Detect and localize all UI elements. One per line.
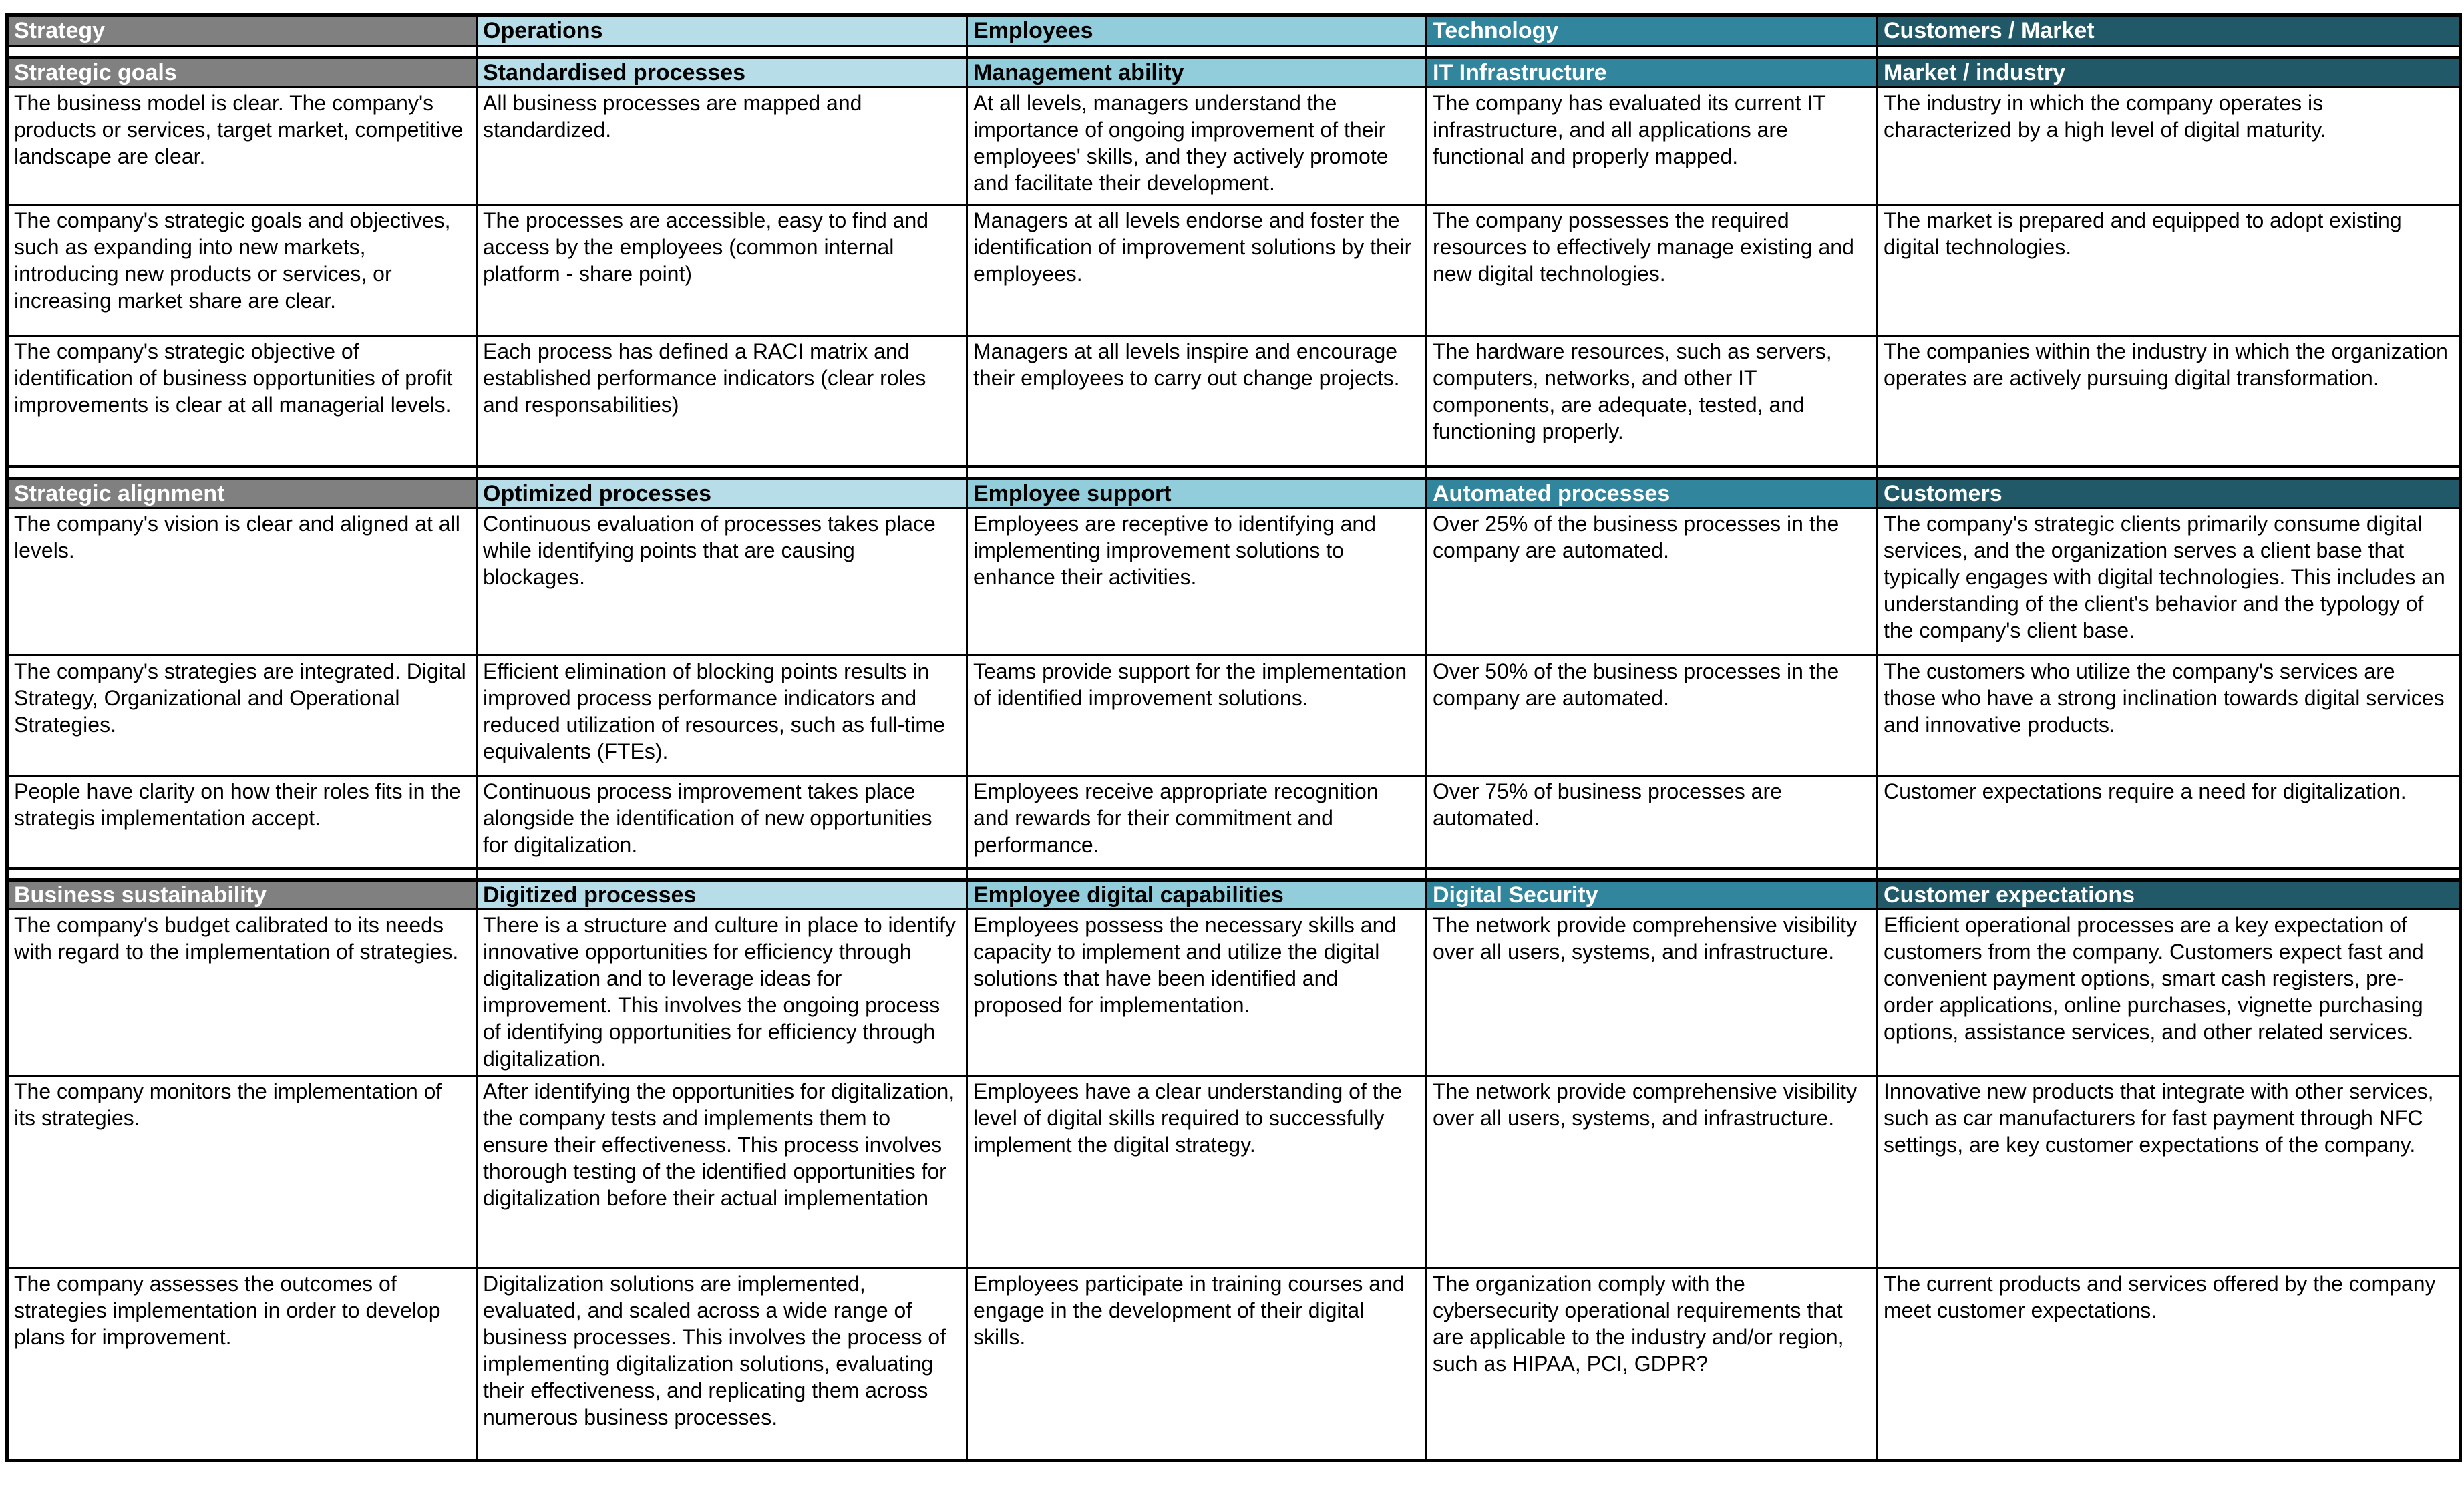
table-row (7, 87, 2461, 204)
matrix-cell: The business model is clear. The company's products or services, target market, competitive landscape are clear. (7, 87, 477, 204)
matrix-cell: The companies within the industry in which the organization operates are actively pursuing digital transformation. (1878, 335, 2461, 467)
matrix-cell: The processes are accessible, easy to find and access by the employees (common internal platform - share point) (477, 204, 967, 335)
matrix-cell: Digitalization solutions are implemented, evaluated, and scaled across a wide range of business processes. This involves the process of implementing digitalization solutions, evaluating their effectiveness, and replicating them across numerous business processes. (477, 1268, 967, 1460)
matrix-cell: Employees participate in training courses and engage in the development of their digital skills. (967, 1268, 1427, 1460)
subheader-employee-support: Employee support (967, 479, 1427, 508)
subheader-digital-security: Digital Security (1427, 880, 1878, 909)
matrix-cell: Each process has defined a RACI matrix and established performance indicators (clear roles and responsabilities) (477, 335, 967, 467)
matrix-cell: The hardware resources, such as servers, computers, networks, and other IT components, are adequate, tested, and functioning properly. (1427, 335, 1878, 467)
matrix-cell: Continuous evaluation of processes takes place while identifying points that are causing blockages. (477, 508, 967, 656)
table-row (7, 776, 2461, 868)
table-row (7, 1268, 2461, 1460)
matrix-cell: The company has evaluated its current IT infrastructure, and all applications are functional and properly mapped. (1427, 87, 1878, 204)
matrix-cell: Continuous process improvement takes place alongside the identification of new opportunities for digitalization. (477, 776, 967, 868)
subheader-strategic-goals: Strategic goals (7, 57, 477, 87)
matrix-cell: The company assesses the outcomes of strategies implementation in order to develop plans for improvement. (7, 1268, 477, 1460)
matrix-cell: Teams provide support for the implementation of identified improvement solutions. (967, 656, 1427, 776)
subheader-business-sustainability: Business sustainability (7, 880, 477, 909)
matrix-cell: The industry in which the company operates is characterized by a high level of digital maturity. (1878, 87, 2461, 204)
section-divider (7, 868, 2461, 880)
table-row (7, 909, 2461, 1075)
subheader-employee-digital-capabilities: Employee digital capabilities (967, 880, 1427, 909)
section-divider (7, 467, 2461, 479)
matrix-cell: Employees have a clear understanding of the level of digital skills required to successfully implement the digital strategy. (967, 1075, 1427, 1268)
matrix-cell: The company's vision is clear and aligned at all levels. (7, 508, 477, 656)
matrix-cell: The company's strategies are integrated. Digital Strategy, Organizational and Operational Strategies. (7, 656, 477, 776)
table-row (7, 1075, 2461, 1268)
matrix-cell: Customer expectations require a need for digitalization. (1878, 776, 2461, 868)
column-header-customers-market: Customers / Market (1878, 15, 2461, 46)
column-header-operations: Operations (477, 15, 967, 46)
matrix-cell: The network provide comprehensive visibility over all users, systems, and infrastructure. (1427, 909, 1878, 1075)
matrix-cell: After identifying the opportunities for digitalization, the company tests and implements them to ensure their effectiveness. This process involves thorough testing of the identified opportunities for digitalization before their actual implementation (477, 1075, 967, 1268)
section-1-subheader-row (7, 57, 2461, 87)
matrix-cell: The company's strategic objective of identification of business opportunities of profit improvements is clear at all managerial levels. (7, 335, 477, 467)
matrix-cell: Employees receive appropriate recognition and rewards for their commitment and performance. (967, 776, 1427, 868)
matrix-cell: The company monitors the implementation of its strategies. (7, 1075, 477, 1268)
matrix-cell: Efficient operational processes are a key expectation of customers from the company. Customers expect fast and convenient payment options, smart cash registers, pre-order applications, online purchases, vignette purchasing options, assistance services, and other related services. (1878, 909, 2461, 1075)
matrix-cell: The customers who utilize the company's services are those who have a strong inclination towards digital services and innovative products. (1878, 656, 2461, 776)
matrix-cell: Managers at all levels endorse and foster the identification of improvement solutions by their employees. (967, 204, 1427, 335)
table-row (7, 335, 2461, 467)
column-header-row (7, 15, 2461, 46)
matrix-cell: The current products and services offered by the company meet customer expectations. (1878, 1268, 2461, 1460)
matrix-cell: Over 50% of the business processes in the company are automated. (1427, 656, 1878, 776)
subheader-customer-expectations: Customer expectations (1878, 880, 2461, 909)
subheader-digitized-processes: Digitized processes (477, 880, 967, 909)
matrix-cell: Over 75% of business processes are automated. (1427, 776, 1878, 868)
subheader-strategic-alignment: Strategic alignment (7, 479, 477, 508)
table-row (7, 656, 2461, 776)
column-header-technology: Technology (1427, 15, 1878, 46)
matrix-cell: The company's budget calibrated to its needs with regard to the implementation of strategies. (7, 909, 477, 1075)
matrix-cell: Managers at all levels inspire and encourage their employees to carry out change projects. (967, 335, 1427, 467)
matrix-cell: Over 25% of the business processes in the company are automated. (1427, 508, 1878, 656)
table-row (7, 508, 2461, 656)
matrix-cell: People have clarity on how their roles fits in the strategis implementation accept. (7, 776, 477, 868)
matrix-cell: Employees are receptive to identifying and implementing improvement solutions to enhance their activities. (967, 508, 1427, 656)
matrix-cell: There is a structure and culture in place to identify innovative opportunities for efficiency through digitalization and to leverage ideas for improvement. This involves the ongoing process of identifying opportunities for efficiency through digitalization. (477, 909, 967, 1075)
subheader-it-infrastructure: IT Infrastructure (1427, 57, 1878, 87)
matrix-cell: All business processes are mapped and standardized. (477, 87, 967, 204)
matrix-cell: The company's strategic clients primarily consume digital services, and the organization serves a client base that typically engages with digital technologies. This includes an understanding of the client's behavior and the typology of the company's client base. (1878, 508, 2461, 656)
section-2-subheader-row (7, 479, 2461, 508)
matrix-cell: Efficient elimination of blocking points results in improved process performance indicators and reduced utilization of resources, such as full-time equivalents (FTEs). (477, 656, 967, 776)
table-row (7, 204, 2461, 335)
column-header-strategy: Strategy (7, 15, 477, 46)
column-header-employees: Employees (967, 15, 1427, 46)
matrix-cell: At all levels, managers understand the importance of ongoing improvement of their employees' skills, and they actively promote and facilitate their development. (967, 87, 1427, 204)
subheader-customers: Customers (1878, 479, 2461, 508)
matrix-cell: Innovative new products that integrate with other services, such as car manufacturers for fast payment through NFC settings, are key customer expectations of the company. (1878, 1075, 2461, 1268)
matrix-cell: The network provide comprehensive visibility over all users, systems, and infrastructure. (1427, 1075, 1878, 1268)
matrix-cell: The organization comply with the cybersecurity operational requirements that are applicable to the industry and/or region, such as HIPAA, PCI, GDPR? (1427, 1268, 1878, 1460)
section-3-subheader-row (7, 880, 2461, 909)
matrix-cell: The company's strategic goals and objectives, such as expanding into new markets, introducing new products or services, or increasing market share are clear. (7, 204, 477, 335)
digital-maturity-table (5, 13, 2462, 1462)
subheader-management-ability: Management ability (967, 57, 1427, 87)
subheader-market-industry: Market / industry (1878, 57, 2461, 87)
subheader-automated-processes: Automated processes (1427, 479, 1878, 508)
subheader-standardised-processes: Standardised processes (477, 57, 967, 87)
matrix-cell: Employees possess the necessary skills and capacity to implement and utilize the digital solutions that have been identified and proposed for implementation. (967, 909, 1427, 1075)
matrix-cell: The market is prepared and equipped to adopt existing digital technologies. (1878, 204, 2461, 335)
section-divider (7, 46, 2461, 58)
matrix-cell: The company possesses the required resources to effectively manage existing and new digital technologies. (1427, 204, 1878, 335)
subheader-optimized-processes: Optimized processes (477, 479, 967, 508)
